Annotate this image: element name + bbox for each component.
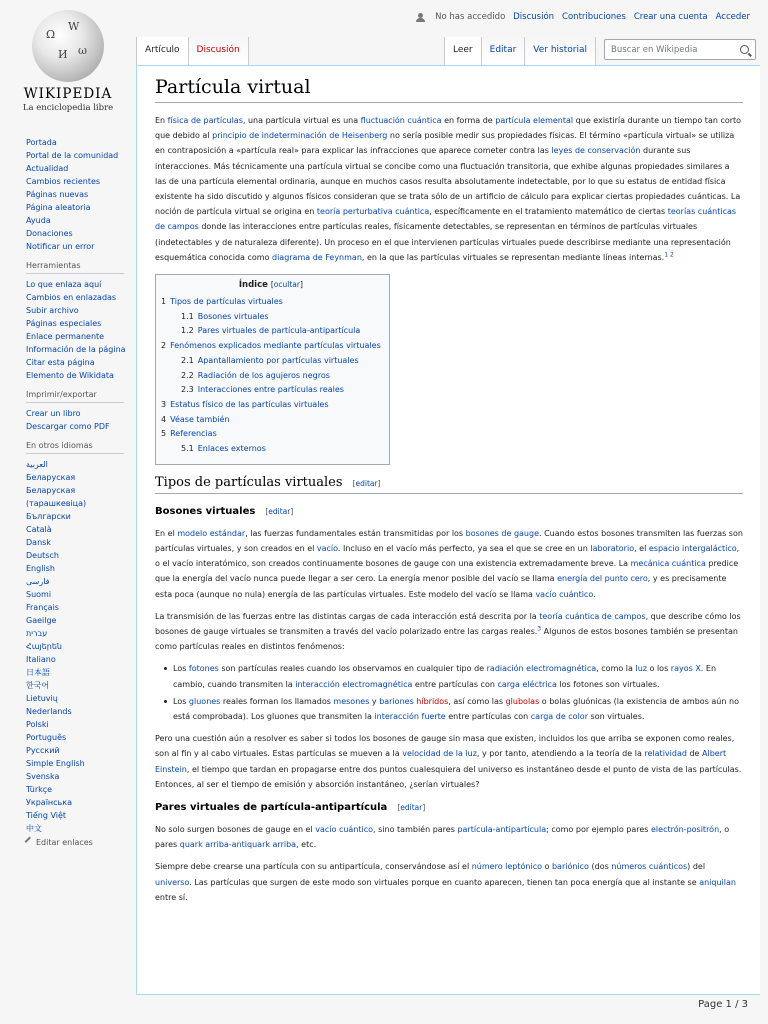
list-item: Los fotones son partículas reales cuando los observamos en cualquier tipo de radiación electromagnética, como la luz o los rayos X. En cambio, cuando transmiten la interacción electromagnética entre partículas con carga eléctrica los fotones son virtuales. [167, 661, 743, 691]
toc-link[interactable]: Radiación de los agujeros negros [197, 370, 330, 380]
language-link[interactable]: Deutsch [26, 551, 59, 560]
language-link[interactable]: 日本語 [26, 668, 50, 677]
sidebar-item-cite[interactable]: Citar esta página [26, 358, 95, 367]
language-link[interactable]: Nederlands [26, 707, 72, 716]
link-vacio-cuantico-2[interactable]: vacío cuántico [315, 825, 374, 835]
link-leyes-conservacion[interactable]: leyes de conservación [551, 146, 641, 156]
sidebar-item-related-changes[interactable]: Cambios en enlazadas [26, 293, 117, 302]
sidebar-item-recent-changes[interactable]: Cambios recientes [26, 177, 101, 186]
not-logged-in-text: No has accedido [435, 12, 506, 22]
sidebar-item-create-book[interactable]: Crear un libro [26, 409, 81, 418]
edit-section-tipos[interactable]: editar [355, 478, 378, 488]
language-link[interactable]: العربية [26, 460, 48, 469]
sidebar-item-page-info[interactable]: Información de la página [26, 345, 126, 354]
personal-link-contributions[interactable]: Contribuciones [562, 12, 626, 22]
list-item: Los gluones reales forman los llamados mesones y bariones híbridos, así como las glubolas o bolas gluónicas (la existencia de ambos aún no está comprobada). Los gluones que transmiten la interacción fuerte entre partículas con carga de color son virtuales. [167, 694, 743, 724]
language-link[interactable]: Русский [26, 746, 60, 755]
sidebar-item-report-error[interactable]: Notificar un error [26, 242, 95, 251]
link-modelo-estandar[interactable]: modelo estándar [177, 528, 246, 538]
view-tabs [444, 37, 756, 65]
language-link[interactable]: Беларуская (тарашкевіца) [26, 486, 87, 508]
link-energia-punto-cero[interactable]: energía del punto cero [557, 574, 648, 584]
link-interaccion-em[interactable]: interacción electromagnética [295, 679, 413, 689]
language-link[interactable]: Български [26, 512, 71, 521]
personal-toolbar [416, 12, 750, 22]
reference-marker[interactable]: 1 2 [664, 251, 674, 259]
toc-link[interactable]: Bosones virtuales [197, 311, 269, 321]
edit-links-label: Editar enlaces [36, 838, 93, 847]
user-icon [416, 13, 425, 22]
toc-number: 2.1 [181, 355, 194, 365]
sidebar-item-portada[interactable]: Portada [26, 138, 57, 147]
link-vacio-cuantico[interactable]: vacío cuántico [535, 589, 594, 599]
toc-number: 1 [161, 297, 167, 307]
language-link[interactable]: Gaeilge [26, 616, 57, 625]
tab-edit-label: Editar [489, 45, 517, 55]
article-content [136, 65, 760, 995]
link-teoria-cuantica-campos[interactable]: teoría cuántica de campos [539, 611, 646, 621]
link-particula-antiparticula[interactable]: partícula-antipartícula [457, 825, 547, 835]
namespace-tabs [136, 37, 249, 65]
link-diagrama-feynman[interactable]: diagrama de Feynman [271, 252, 362, 262]
link-carga-electrica[interactable]: carga eléctrica [497, 679, 557, 689]
toc-item[interactable] [161, 354, 381, 369]
link-gluones[interactable]: gluones [188, 696, 221, 706]
personal-link-create-account[interactable]: Crear una cuenta [633, 12, 708, 22]
link-rayos-x[interactable]: rayos X [670, 664, 701, 674]
tab-read-label: Leer [453, 45, 473, 55]
language-link[interactable]: فارسی [26, 577, 50, 586]
sidebar-heading-languages: En otros idiomas [26, 441, 124, 454]
link-laboratorio[interactable]: laboratorio [590, 543, 635, 553]
logo-tagline: La enciclopedia libre [22, 103, 114, 113]
section-heading-pares: Pares virtuales de partícula-antipartícula [editar] [155, 802, 426, 814]
edit-section-pares[interactable]: editar [400, 803, 423, 813]
toc-item[interactable] [161, 324, 381, 339]
language-link[interactable]: Simple English [26, 759, 85, 768]
language-link[interactable]: 中文 [26, 824, 42, 833]
link-glubolas[interactable]: glubolas [505, 696, 540, 706]
language-link[interactable]: עברית [26, 629, 48, 638]
toc-number: 4 [161, 414, 167, 424]
link-teorias-campos[interactable]: teorías cuánticas de campos [155, 207, 737, 232]
toc-link[interactable]: Estatus físico de las partículas virtuales [170, 399, 329, 409]
bosons-paragraph-2: La transmisión de las fuerzas entre las distintas cargas de cada interacción está descrita por la teoría cuántica de campos, que describe cómo los bosones de gauge virtuales se transmiten a través del vacío polarizado entre las cargas reales.$^3$ Algunos de estos bosones también se presentan como partículas reales en distintos fenómenos: [155, 611, 741, 652]
toc-item[interactable] [161, 427, 381, 442]
edit-interlanguage-links[interactable] [26, 838, 130, 847]
sidebar-heading-tools: Herramientas [26, 261, 124, 274]
sidebar-tools [26, 278, 130, 382]
personal-link-login[interactable]: Acceder [715, 12, 750, 22]
link-numeros-cuanticos[interactable]: números cuánticos [611, 862, 688, 872]
link-fisica-particulas[interactable]: física de partículas [167, 116, 243, 125]
sidebar [26, 136, 130, 847]
sidebar-languages [26, 458, 130, 835]
search-icon[interactable] [740, 45, 749, 54]
toc-link[interactable]: Pares virtuales de partícula-antipartícula [197, 326, 361, 336]
sidebar-print [26, 407, 130, 433]
language-link[interactable]: Türkçe [26, 785, 53, 794]
sidebar-item-wikidata[interactable]: Elemento de Wikidata [26, 371, 114, 380]
link-numero-leptonico[interactable]: número leptónico [471, 862, 542, 872]
toc-list [161, 295, 381, 457]
toc-number: 5 [161, 429, 167, 439]
toc-link[interactable]: Fenómenos explicados mediante partículas virtuales [170, 341, 381, 351]
toc-number: 1.1 [181, 311, 194, 321]
toc-item[interactable] [161, 442, 381, 457]
bosons-list [167, 661, 743, 724]
logo-wordmark: WIKIPEDIA [23, 86, 113, 102]
language-link[interactable]: Português [26, 733, 67, 742]
toc-item[interactable] [161, 369, 381, 384]
toc-number: 3 [161, 399, 167, 409]
page-indicator: Page 1 / 3 [698, 999, 748, 1010]
link-teoria-perturbativa[interactable]: teoría perturbativa cuántica [316, 207, 430, 217]
link-espacio-intergalactico[interactable]: espacio intergaláctico [648, 543, 737, 553]
language-link[interactable]: English [26, 564, 55, 573]
language-link[interactable]: Français [26, 603, 59, 612]
language-link[interactable]: Հայերեն [26, 642, 62, 651]
sidebar-item-special-pages[interactable]: Páginas especiales [26, 319, 102, 328]
language-link[interactable]: Tiếng Việt [26, 811, 67, 820]
toc-item[interactable] [161, 398, 381, 413]
toc-link[interactable]: Referencias [170, 429, 217, 439]
link-universo[interactable]: universo [155, 877, 190, 887]
tab-talk-label: Discusión [196, 45, 240, 55]
link-relatividad[interactable]: relatividad [644, 749, 687, 759]
language-link[interactable]: Polski [26, 720, 49, 729]
link-particula-elemental[interactable]: partícula elemental [495, 116, 574, 125]
pairs-paragraph-2: Siempre debe crearse una partícula con su antipartícula, conservándose así el número leptónico o bariónico (dos números cuánticos) del universo. Las partículas que surgen de este modo son virtuales porque en cuanto aparecen, tienen tan poca energía que al instante se aniquilan entre sí. [155, 862, 736, 902]
puzzle-globe-icon: Ω W И ω [32, 10, 104, 82]
language-link[interactable]: Беларуская [26, 473, 76, 482]
language-link[interactable]: Suomi [26, 590, 52, 599]
link-electron-positron[interactable]: electrón-positrón [651, 825, 720, 835]
link-luz[interactable]: luz [635, 664, 647, 674]
toc-item[interactable] [161, 339, 381, 354]
pairs-paragraph-1: No solo surgen bosones de gauge en el vacío cuántico, sino también pares partícula-antipartícula; como por ejemplo pares electrón-positrón, o pares quark arriba-antiquark arriba, etc. [155, 825, 730, 850]
toc-link[interactable]: Tipos de partículas virtuales [170, 297, 283, 307]
toc-number: 2.2 [181, 370, 194, 380]
sidebar-navigation [26, 136, 130, 253]
link-fotones[interactable]: fotones [188, 664, 219, 674]
sidebar-item-new-pages[interactable]: Páginas nuevas [26, 190, 89, 199]
bosons-paragraph-1: En el modelo estándar, las fuerzas fundamentales están transmitidas por los bosones de gauge. Cuando estos bosones transmiten las fuerzas son partículas virtuales, y son creados en el vacío. Incluso en el vacío más perfecto, ya sea el que se cree en un laboratorio, el espacio intergaláctico, o el vacío interatómico, son creados continuamente bosones de gauge con una existencia extremadamente breve. La mecánica cuántica predice que la energía del vacío nunca puede llegar a ser cero. La energía menor posible del vacío se llama energía del punto cero, y es precisamente esta poca (aunque no nula) energía de las partículas virtuales. Este modelo del vacío se llama vacío cuántico. [155, 528, 743, 599]
sidebar-item-current-events[interactable]: Actualidad [26, 164, 69, 173]
link-barionico[interactable]: bariónico [551, 862, 589, 872]
sidebar-item-what-links-here[interactable]: Lo que enlaza aquí [26, 280, 102, 289]
section-heading-bosones: Bosones virtuales [editar] [155, 505, 294, 517]
link-einstein[interactable]: Albert Einstein [155, 749, 727, 774]
link-mecanica-cuantica[interactable]: mecánica cuántica [630, 559, 706, 569]
link-aniquilan[interactable]: aniquilan [699, 877, 736, 887]
toc-link[interactable]: Apantallamiento por partículas virtuales [197, 355, 359, 365]
tab-edit[interactable] [482, 37, 526, 65]
link-interaccion-fuerte[interactable]: interacción fuerte [374, 712, 446, 721]
toc-link[interactable]: Enlaces externos [197, 444, 266, 454]
toc-item[interactable] [161, 413, 381, 428]
language-link[interactable]: Català [26, 525, 52, 534]
search-input[interactable] [604, 39, 756, 60]
tab-article-label: Artículo [145, 45, 180, 55]
toc-link[interactable]: Interacciones entre partículas reales [197, 385, 344, 395]
toc-number: 2 [161, 341, 167, 351]
sidebar-item-help[interactable]: Ayuda [26, 216, 51, 225]
link-mesones[interactable]: mesones [333, 696, 370, 706]
section-heading-tipos: Tipos de partículas virtuales [editar] [155, 475, 743, 494]
search-placeholder: Buscar en Wikipedia [611, 44, 698, 55]
language-link[interactable]: Svenska [26, 772, 60, 781]
tab-talk[interactable] [189, 37, 249, 65]
sidebar-item-donate[interactable]: Donaciones [26, 229, 73, 238]
link-vacio[interactable]: vacío [316, 543, 338, 553]
toc-item[interactable] [161, 383, 381, 398]
language-link[interactable]: Dansk [26, 538, 51, 547]
wikipedia-logo[interactable] [12, 10, 124, 113]
sidebar-item-community[interactable]: Portal de la comunidad [26, 151, 119, 160]
tab-read[interactable] [444, 37, 482, 65]
table-of-contents [155, 274, 390, 465]
pencil-icon [25, 837, 35, 847]
link-heisenberg[interactable]: principio de indeterminación de Heisenberg [212, 131, 388, 141]
toc-hide-link[interactable]: ocultar [273, 280, 300, 290]
tab-article[interactable] [136, 37, 189, 65]
language-link[interactable]: Українська [26, 798, 72, 807]
reference-marker[interactable]: 3 [537, 625, 542, 633]
intro-paragraph: En física de partículas, una partícula virtual es una fluctuación cuántica en forma de partícula elemental que existiría durante un tiempo tan corto que debido al principio de indeterminación de Heisenberg no sería posible medir sus propiedades físicas. El término «partícula virtual» se utiliza en contraposición a «partícula real» para explicar las infracciones que aparece cometer contra las leyes de conservación durante sus interacciones. Más técnicamente una partícula virtual se concibe como una fluctuación transitoria, que exhibe algunas propiedades similares a las de una partícula elemental ordinaria, aunque en muchos casos resulta absolutamente indetectable, por lo que su estatus de entidad física existente ha sido discutido y algunos físicos consideran que se trata sólo de un artificio de cálculo para explicar ciertas propiedades cuánticas. La noción de partícula virtual se origina en teoría perturbativa cuántica, específicamente en el tratamiento matemático de ciertas teorías cuánticas de campos donde las interacciones entre partículas reales, físicamente detectables, se representan en términos de partículas virtuales (indetectables y de naturaleza diferente). Un proceso en el que intervienen partículas virtuales puede describirse mediante una representación esquemática conocida como diagrama de Feynman, en la que las partículas virtuales se representan mediante líneas internas.$^{1 2}$ [155, 116, 742, 262]
sidebar-item-permalink[interactable]: Enlace permanente [26, 332, 105, 341]
toc-number: 2.3 [181, 385, 194, 395]
bosons-paragraph-3: Pero una cuestión aún a resolver es saber si todos los bosones de gauge sin masa que existen, incluidos los que arriba se exponen como reales, son al fin y al cabo virtuales. Estas partículas se mueven a la velocidad de la luz, y por tanto, atendiendo a la teoría de la relatividad de Albert Einstein, el tiempo que tardan en propagarse entre dos puntos cualesquiera del universo es instantáneo desde el punto de vista de las partículas. Entonces, al ser el tiempo de emisión y absorción instantáneo, ¿serían virtuales? [155, 734, 742, 789]
page-title: Partícula virtual [155, 76, 743, 103]
personal-link-talk[interactable]: Discusión [513, 12, 555, 22]
toc-title: Índice [ocultar] [238, 280, 303, 291]
link-fluctuacion-cuantica[interactable]: fluctuación cuántica [360, 116, 442, 125]
link-radiacion-em[interactable]: radiación electromagnética [486, 664, 597, 674]
link-carga-color[interactable]: carga de color [530, 712, 588, 721]
link-hibridos[interactable]: híbridos [416, 696, 449, 706]
language-link[interactable]: Italiano [26, 655, 56, 664]
tab-history[interactable] [525, 37, 596, 65]
link-bariones[interactable]: bariones [379, 696, 414, 706]
link-bosones-gauge[interactable]: bosones de gauge [465, 528, 539, 538]
toc-link[interactable]: Véase también [170, 414, 230, 424]
sidebar-heading-print: Imprimir/exportar [26, 390, 124, 403]
edit-section-bosones[interactable]: editar [268, 506, 291, 516]
toc-number: 5.1 [181, 444, 194, 454]
sidebar-item-download-pdf[interactable]: Descargar como PDF [26, 422, 110, 431]
sidebar-item-upload[interactable]: Subir archivo [26, 306, 79, 315]
language-link[interactable]: 한국어 [26, 681, 50, 690]
link-quark-antiquark[interactable]: quark arriba-antiquark arriba [179, 840, 297, 850]
toc-number: 1.2 [181, 326, 194, 336]
toc-item[interactable] [161, 295, 381, 310]
link-velocidad-luz[interactable]: velocidad de la luz [402, 749, 477, 759]
language-link[interactable]: Lietuvių [26, 694, 58, 703]
sidebar-item-random[interactable]: Página aleatoria [26, 203, 91, 212]
toc-item[interactable] [161, 310, 381, 325]
tab-history-label: Ver historial [533, 45, 587, 55]
